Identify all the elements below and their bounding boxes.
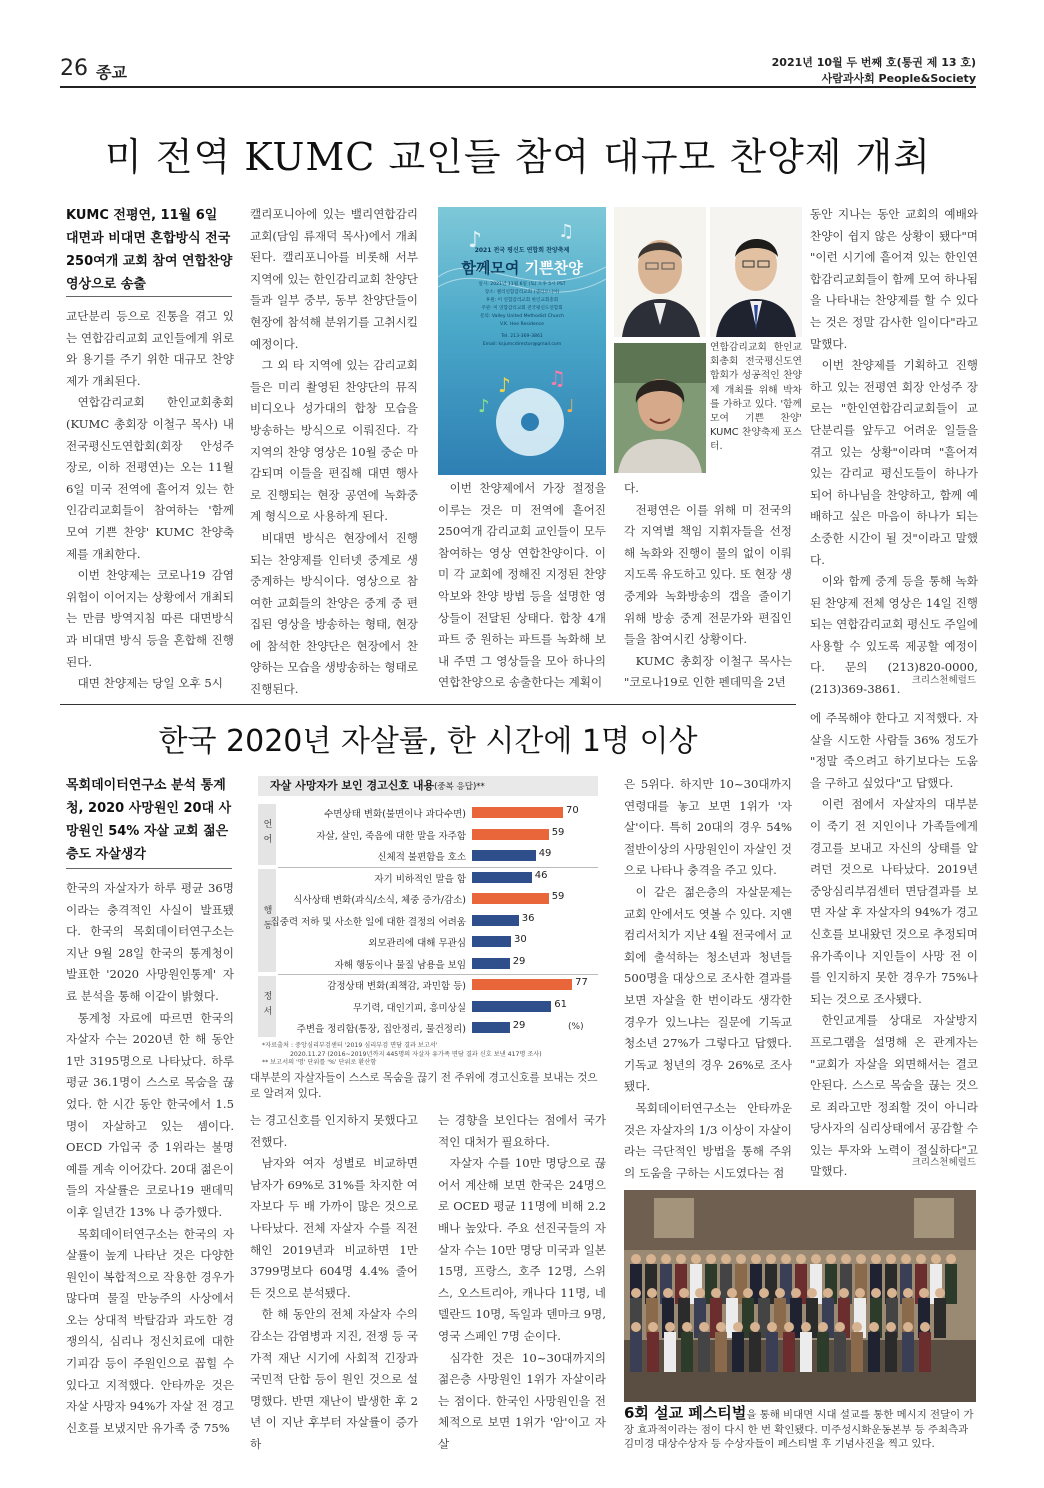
person-figure [664,1332,676,1372]
person-head [721,1254,731,1264]
person-head [839,1288,849,1298]
person-head [807,1288,817,1298]
svg-text:♪: ♪ [478,396,490,417]
chart-group-separator [278,974,598,975]
person-figure [647,1332,659,1372]
poster-info-line: 일시: 2021년 11월 6일 (토) 오후 5시 PST [478,282,566,287]
chart-value-label: 49 [538,848,552,859]
person-figure [681,1332,693,1372]
chart-category-label: 식사상태 변화(과식/소식, 체중 증가/감소) [293,895,466,906]
chart-source-line: 2020.11.27 (2016~2019년까지 445명의 자살자 유가족 면담 결과 신호 보낸 417명 조사) [290,1050,542,1058]
person-figure [834,1332,846,1372]
article2-headline: 한국 2020년 자살률, 한 시간에 1명 이상 [158,724,698,759]
chart-value-label: 70 [566,805,579,816]
person-figure [766,1332,778,1372]
chart-value-label: 29 [512,955,526,967]
poster-email: Email: ksjumcdirector@gmail.com [482,342,562,347]
chart-category-label: 집중력 저하 및 사소한 일에 대한 결정의 어려움 [270,916,466,928]
person-head [631,1322,641,1332]
person-head [631,1288,641,1298]
chart-unit: (%) [568,1022,584,1032]
chart-category-label: 주변을 정리함(통장, 집안정리, 물건정리) [296,1024,466,1035]
portrait-photo-1 [614,207,706,337]
person-head [935,1288,945,1298]
paragraph: 자살자 수를 10만 명당으로 끊어서 계산해 보면 한국은 24명으로 OCED 평균 11명에 비해 2.2배나 높았다. 주요 선진국들의 자살자 수는 10만 명당 미국과 일본 15명, 프랑스, 호주 12명, 스위스, 오스트리아, 캐나다 11명, 네델란드 10명, 독일과 덴마크 9명, 영국 스페인 7명 순이다. [438,1156,606,1343]
paragraph: 에 주목해야 한다고 지적했다. 자살을 시도한 사람들 36% 정도가 "정말 죽으려고 하기보다는 도움을 구하고 싶었다"고 답했다. [810,711,978,790]
chart-value-label: 29 [512,1020,526,1031]
chart-value-label: 61 [554,998,568,1010]
paragraph: 그 외 타 지역에 있는 감리교회들은 미리 촬영된 찬양단의 뮤직비디오나 성가대의 합창 모습을 방송하는 방식으로 이뤄진다. 각 지역의 찬양 영상은 10월 중순 마감되며 이들을 편집해 대면 행사로 진행되는 현장 공연에 녹화중계 형식으로 사용하게 된다. [250,358,418,524]
person-head [699,1322,709,1332]
chart-source-line: *자료출처 : 중앙심리부검센터 '2019 심리부검 면담 결과 보고서' [262,1042,438,1049]
paragraph: 목회데이터연구소는 안타까운 것은 자살자의 1/3 이상이 자살이라는 극단적인 방법을 통해 주위의 도움을 구하는 시도였다는 점 [624,1100,792,1180]
article2-lead-rule [66,868,232,869]
paragraph: 남자와 여자 성별로 비교하면 남자가 69%로 31%를 차지한 여자보다 두 배 가까이 많은 것으로 나타났다. 전체 자살자 수를 직전해인 2019년과 비교하면 1만 3799명보다 604명 4.4% 줄어든 것으로 분석됐다. [250,1156,418,1300]
article2-lead: 목회데이터연구소 분석 통계청, 2020 사망원인 20대 사망원인 54% 자살 교회 젊은층도 자살생각 [66,778,232,862]
person-head [784,1322,794,1332]
paragraph: 목회데이터연구소는 한국의 자살률이 높게 나타난 것은 다양한 원인이 복합적으로 작용한 경우가 많다며 물질 만능주의 사상에서 오는 상대적 박탈감과 과도한 경쟁의식, 심리나 정신치료에 대한 기피감 등이 주원인으로 꼽힐 수 있다고 지적했다. 안타까운 것은 자살 사망자 94%가 자살 전 경고신호를 보냈지만 유가족 중 75% [66,1226,234,1435]
poster-title-plain: 함께모여 [461,259,525,277]
person-head [706,1254,716,1264]
poster-info [452,281,592,349]
person-head [946,1254,956,1264]
person-head [759,1288,769,1298]
person-head [811,1254,821,1264]
person-figure [800,1332,812,1372]
person-figure [919,1332,931,1372]
person-head [856,1254,866,1264]
svg-text:♫: ♫ [548,366,566,390]
paragraph: 교단분리 등으로 진통을 겪고 있는 연합감리교회 교인들에게 위로와 용기를 주기 위한 대규모 찬양제가 개최된다. [66,309,234,388]
article1-photo-caption: 연합감리교회 한인교회총회 전국평신도연합회가 성공적인 찬양제 개최를 위해 박차를 가하고 있다. '함께 모여 기쁜 찬양' KUMC 찬양축제 포스터. [710,342,802,453]
chart-category-label: 자해 행동이나 물질 남용을 보임 [334,959,466,971]
chart-group-separator [278,867,598,868]
page-number: 26 [60,56,88,81]
chart-category-label: 수면상태 변화(불면이나 과다수면) [324,809,466,820]
paragraph: 다. [624,481,639,495]
concert-poster [438,207,606,475]
issue-info: 2021년 10월 두 번째 호(통권 제 13 호) [771,56,976,69]
person-figure [732,1332,744,1372]
person-figure [715,1332,727,1372]
person-head [682,1322,692,1332]
paragraph: 이 같은 젊은층의 자살문제는 교회 안에서도 엿볼 수 있다. 지앤컴리서치가 지난 4월 전국에서 교회에 출석하는 청소년과 청년들 500명을 대상으로 조사한 결과를 보면 자살을 한 번이라도 생각한 경우가 있느냐는 질문에 기독교 청소년 27%가 그렇다고 답했다. 기독교 청년의 경우 26%로 조사됐다. [624,884,792,1094]
svg-text:♫: ♫ [558,221,575,242]
paragraph: 캘리포니아에 있는 밸리연합감리교회(담임 류재덕 목사)에서 개최된다. 캘리포니아를 비롯해 서부 지역에 있는 한인감리교회 찬양단들과 일부 중부, 동부 찬양단들이 현장에 참석해 분위기를 고취시킬 예정이다. [250,207,418,351]
chart-value-label: 77 [575,977,588,988]
chart-caption: 대부분의 자살자들이 스스로 목숨을 끊기 전 주위에 경고신호를 보내는 것으로 알려져 있다. [250,1072,598,1100]
person-head [841,1254,851,1264]
person-head [691,1254,701,1264]
portrait-photo-2 [710,207,802,337]
poster-info-line: 문의: Valley United Methodist Church [479,314,564,319]
chart-value-label: 36 [521,912,535,924]
photo-caption-title: 6회 설교 페스티벌 [624,1404,747,1422]
person-head [646,1254,656,1264]
paragraph: 이와 함께 중계 등을 통해 녹화된 찬양제 전체 영상은 14일 진행되는 연합감리교회 평신도 주일에 사용할 수 있도록 제공할 예정이다. 문의 (213)820-0000, (213)369-3861. [810,574,978,697]
paragraph: 이런 점에서 자살자의 대부분이 죽기 전 지인이나 가족들에게 경고를 보내고 자신의 상태를 알려던 것으로 나타났다. 2019년 중앙심리부검센터 면담결과를 보면 자살 후 자살자의 94%가 경고 신호를 보내왔던 것으로 추정되며 유가족이나 지인들이 사망 전 이를 인지하지 못한 경우가 75%나 되는 것으로 조사됐다. [810,797,978,1006]
paragraph: 통계청 자료에 따르면 한국의 자살자 수는 2020년 한 해 동안 1만 3195명으로 나타났다. 하루 평균 36.1명이 스스로 목숨을 끊었다. 한 시간 동안 한국에서 1.5명이 자살하고 있는 셈이다. OECD 가입국 중 1위라는 불명예를 계속 이어갔다. 20대 젊은이들의 자살률은 코로나19 팬데믹 이후 일년간 13% 나 증가했다. [66,1010,234,1219]
warning-signs-chart [250,774,606,1046]
chart-bar [472,979,572,990]
photo-caption-text: 을 통해 비대면 시대 설교를 통한 메시지 전달이 가장 효과적이라는 점이 다시 한 번 확인됐다. 미주성시화운동본부 등 주최측과 김미경 대상수상자 등 수상자들이 페스티벌 후 기념사진을 찍고 있다. [624,1409,974,1450]
paragraph: 심각한 것은 10~30대까지의 젊은층 사망원인 1위가 자살이라는 점이다. 한국인 사망원인을 전체적으로 보면 1위가 '암'이고 자살 [438,1350,606,1451]
chart-bar [472,936,511,947]
paragraph: 이번 찬양제를 기획하고 진행하고 있는 전평연 회장 안성주 장로는 "한인연합감리교회들이 교단분리를 앞두고 어려운 일들을 겪고 있는 상황"이라며 "흩어져 있는 감리교 평신도들이 하나가 되어 하나님을 찬양하고, 함께 예배하고 싶은 마음이 하나가 되는 소중한 시간이 될 것"이라고 말했다. [810,358,978,567]
chart-bar [472,1001,551,1012]
person-head [727,1288,737,1298]
person-head [711,1288,721,1298]
person-head [886,1322,896,1332]
person-head [903,1288,913,1298]
person-head [766,1254,776,1264]
poster-info-line: 주관: 미 연합감리교회 전국평신도연합회 [481,306,563,311]
person-head [679,1288,689,1298]
portrait-photo-3 [614,343,706,473]
person-head [775,1288,785,1298]
article1-lead-rule [66,296,232,297]
paragraph: 는 경고신호를 인지하지 못했다고 전했다. [250,1113,418,1149]
poster-info-line: V.K. Hee Residence [500,322,544,327]
header-rule [60,86,976,88]
article1-col1 [66,306,234,695]
chart-group-label: 정서 [258,976,276,1037]
section-name: 종교 [96,63,127,82]
article1-lead: KUMC 전평연, 11월 6일 대면과 비대면 혼합방식 전국 250여개 교회 참여 연합찬양 영상으로 송출 [66,208,233,292]
chart-value-label: 59 [551,891,565,902]
paragraph: 연합감리교회 한인교회총회(KUMC 총회장 이철구 목사) 내 전국평신도연합회(회장 안성주 장로, 이하 전평연)는 오는 11월 6일 미국 전역에 흩어져 있는 한인감리교회들이 참여하는 '함께 모여 기쁜 찬양' KUMC 찬양축제를 개최한다. [66,395,234,561]
person-head [631,1254,641,1264]
paragraph: 이번 찬양제에서 가장 절정을 이루는 것은 미 전역에 흩어진 250여개 감리교회 교인들이 모두 참여하는 영상 연합찬양이다. 이미 각 교회에 정해진 지정된 찬양 악보와 찬양 방법 등을 설명한 영상들이 전달된 상태다. 합창 4개 파트 중 원하는 파트를 녹화해 보내 주면 그 영상들을 모아 하나의 연합찬양으로 송출한다는 계획이 [438,481,606,690]
chart-body [250,802,606,1035]
person-head [733,1322,743,1332]
poster-title-accent: 기쁜찬양 [524,259,583,277]
person-figure [851,1332,863,1372]
person-head [767,1322,777,1332]
chart-source [262,1042,602,1068]
person-head [920,1322,930,1332]
person-head [801,1322,811,1332]
person-head [661,1254,671,1264]
chart-title-bar [258,776,598,796]
poster-info-line: 장소: 밸리연합감리교회 (캘리포니아) [484,290,560,295]
person-head [736,1254,746,1264]
chart-category-label: 신체적 불편함을 호소 [377,852,466,863]
person-figure [885,1332,897,1372]
person-head [852,1322,862,1332]
chart-value-label: 46 [534,869,548,881]
chart-category-label: 자살, 살인, 죽음에 대한 말을 자주함 [316,830,466,842]
person-figure [934,1298,946,1338]
person-figure [698,1332,710,1372]
person-head [750,1322,760,1332]
paragraph: 대면 찬양제는 당일 오후 5시 [77,676,223,691]
poster-title [438,257,606,278]
person-head [903,1322,913,1332]
article1-col5 [810,204,978,701]
person-head [648,1322,658,1332]
person-head [791,1288,801,1298]
paragraph: 비대면 방식은 현장에서 진행되는 찬양제를 인터넷 중계로 생중계하는 방식이다. 영상으로 참여한 교회들의 찬양은 중계 중 편집된 영상을 방송하는 형태, 현장에 참석한 찬양단은 현장에서 찬양하는 모습을 생방송하는 형태로 진행된다. [250,530,418,697]
article1-col4 [624,478,792,694]
person-head [886,1254,896,1264]
article2-col3 [438,1110,606,1456]
person-figure [817,1332,829,1372]
chart-group-label: 언어 [258,804,276,865]
person-head [855,1288,865,1298]
poster-contact: Tel. 213-369-3861 [501,334,543,339]
article-divider [60,704,796,705]
person-head [716,1322,726,1332]
chart-value-label: 30 [514,934,527,945]
article2-col4 [624,774,792,1184]
person-head [818,1322,828,1332]
article2-col5 [810,708,978,1183]
chart-category-label: 외모관리에 대해 무관심 [368,938,466,949]
svg-text:♩: ♩ [566,396,575,417]
article2-col1 [66,878,234,1439]
article2-col2 [250,1110,418,1456]
paragraph: KUMC 총회장 이철구 목사는 "코로나19로 인한 펜데믹을 2년 [624,653,792,690]
person-head [751,1254,761,1264]
article2-credit: 크리스천헤럴드 [911,1157,976,1168]
chart-title-note: (중복 응답)** [434,782,485,792]
chart-bar [472,958,510,969]
person-head [919,1288,929,1298]
person-head [823,1288,833,1298]
person-head [871,1288,881,1298]
poster-info-line: 후원: 미 연합감리교회 한인교회총회 [485,298,559,303]
person-head [796,1254,806,1264]
chart-bar [472,1022,510,1033]
paragraph: 한인교계를 상대로 자살방지 프로그램을 설명해 온 관계자는 "교회가 자살을 외면해서는 결코 안된다. 스스로 목숨을 끊는 것으로 죄라고만 정죄할 것이 아니라 당사자의 심리상태에서 공감할 수 있는 투자와 노력이 절실하다"고 말했다. [810,1013,978,1179]
chart-category-label: 감정상태 변화(죄책감, 과민함 등) [327,981,466,992]
chart-bar [472,893,549,904]
person-figure [783,1332,795,1372]
person-head [826,1254,836,1264]
svg-text:♪: ♪ [498,373,511,397]
paragraph: 한 해 동안의 전체 자살자 수의 감소는 감염병과 지진, 전쟁 등 국가적 재난 시기에 사회적 긴장과 국민적 단합 등이 원인 것으로 설명했다. 반면 재난이 발생한 후 2년 이 지난 후부터 자살률이 증가하 [250,1307,418,1451]
chart-bar [472,850,536,861]
poster-subtitle: 2021 전국 평신도 연합회 찬양축제 [474,247,570,254]
person-figure [945,1264,957,1304]
person-head [781,1254,791,1264]
chart-bar [472,807,563,818]
person-head [871,1254,881,1264]
chart-title: 자살 사망자가 보인 경고신호 내용 [270,779,435,792]
paragraph: 은 5위다. 하지만 10~30대까지 연령대를 놓고 보면 1위가 '자살'이다. 특히 20대의 경우 54% 절반이상의 사망원인이 자살인 것으로 나타나 충격을 주고 있다. [624,777,792,878]
article1-credit: 크리스천헤럴드 [911,675,976,686]
person-figure [630,1332,642,1372]
chart-bar [472,829,549,840]
chart-bar [472,872,532,883]
chart-category-label: 무기력, 대인기피, 흥미상실 [352,1002,466,1014]
festival-group-photo [624,1190,976,1402]
person-head [916,1254,926,1264]
article1-headline: 미 전역 KUMC 교인들 참여 대규모 찬양제 개최 [105,135,931,179]
svg-text:♪: ♪ [468,228,483,253]
paragraph: 는 경향을 보인다는 점에서 국가적인 대처가 필요하다. [438,1113,606,1149]
person-head [663,1288,673,1298]
paragraph: 이번 찬양제는 코로나19 감염 위험이 이어지는 상황에서 개최되는 만큼 방역지침 따른 대면방식과 비대면 방식 등을 혼합해 진행된다. [66,568,234,669]
person-head [695,1288,705,1298]
chart-category-label: 자기 비하적인 말을 함 [374,873,466,885]
person-head [676,1254,686,1264]
person-head [835,1322,845,1332]
person-figure [902,1332,914,1372]
chart-source-line: ** 보고서의 '명' 단위를 '%' 단위로 환산함 [262,1059,377,1066]
person-figure [868,1332,880,1372]
article1-col3 [438,478,606,694]
chart-value-label: 59 [551,826,565,838]
person-head [647,1288,657,1298]
person-head [665,1322,675,1332]
paragraph: 전평연은 이를 위해 미 전국의 각 지역별 책임 지휘자들을 선정해 녹화와 진행이 물의 없이 이뤄지도록 유도하고 있다. 또 현장 생중계와 녹화방송의 갭을 줄이기 위해 방송 중계 전문가와 편집인들을 참여시킨 상황이다. [624,502,792,647]
chart-bar [472,915,519,926]
person-head [901,1254,911,1264]
person-head [887,1288,897,1298]
chart-group-label: 행동 [258,869,276,973]
person-head [931,1254,941,1264]
photo-caption [624,1406,978,1452]
paragraph: 한국의 자살자가 하루 평균 36명이라는 충격적인 사실이 발표됐다. 한국의 목회데이터연구소는 지난 9월 28일 한국의 통계청이 발표한 '2020 사망원인통계' 자료 분석을 통해 이같이 밝혔다. [66,881,234,1003]
person-figure [749,1332,761,1372]
person-head [743,1288,753,1298]
publication-name: 사람과사회 People&Society [821,72,976,85]
person-head [869,1322,879,1332]
article1-col2 [250,204,418,701]
paragraph: 동안 지나는 동안 교회의 예배와 찬양이 쉽지 않은 상황이 됐다"며 "이런 시기에 흩어져 있는 한인연합감리교회들이 함께 모여 하나됨을 나타내는 찬양제를 할 수 있다는 것은 정말 감사한 일이다"라고 말했다. [810,207,978,351]
